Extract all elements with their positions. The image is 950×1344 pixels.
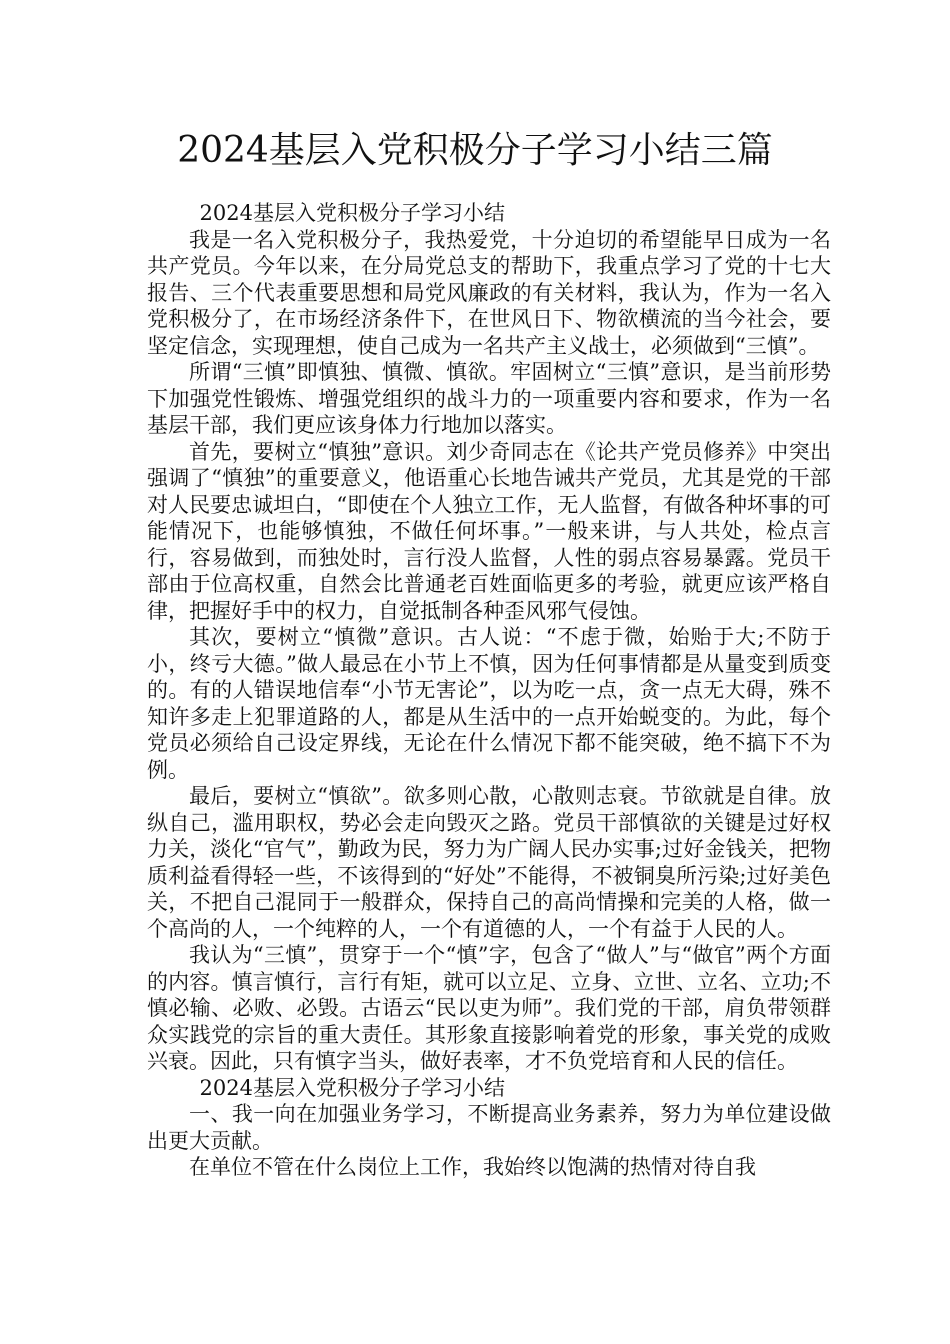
- section-heading-2: 2024基层入党积极分子学习小结: [199, 1075, 505, 1100]
- paragraph: 其次，要树立“慎微”意识。古人说：“不虑于微，始贻于大;不防于小，终亏大德。”做人最忌在小节上不慎，因为任何事情都是从量变到质变的。有的人错误地信奉“小节无害论”，以为吃一点，贪一点无大碍，殊不知许多走上犯罪道路的人，都是从生活中的一点开始蜕变的。为此，每个党员必须给自己设定界线，无论在什么情况下都不能突破，绝不搞下不为例。: [147, 625, 831, 782]
- paragraph: 我是一名入党积极分子，我热爱党，十分迫切的希望能早日成为一名共产党员。今年以来，在分局党总支的帮助下，我重点学习了党的十七大报告、三个代表重要思想和局党风廉政的有关材料，我认为，作为一名入党积极分了，在市场经济条件下，在世风日下、物欲横流的当今社会，要坚定信念，实现理想，使自己成为一名共产主义战士，必须做到“三慎”。: [147, 227, 831, 358]
- paragraph: 在单位不管在什么岗位上工作，我始终以饱满的热情对待自我: [189, 1155, 756, 1179]
- paragraph: 最后，要树立“慎欲”。欲多则心散，心散则志衰。节欲就是自律。放纵自己，滥用职权，势必会走向毁灭之路。党员干部慎欲的关键是过好权力关，淡化“官气”，勤政为民，努力为广阔人民办实事;过好金钱关，把物质利益看得轻一些，不该得到的“好处”不能得，不被铜臭所污染;过好美色关，不把自己混同于一般群众，保持自己的高尚情操和完美的人格，做一个高尚的人，一个纯粹的人，一个有道德的人，一个有益于人民的人。: [147, 784, 831, 941]
- paragraph: 我认为“三慎”，贯穿于一个“慎”字，包含了“做人”与“做官”两个方面的内容。慎言慎行，言行有矩，就可以立足、立身、立世、立名、立功;不慎必输、必败、必毁。古语云“民以吏为师”。我们党的干部，肩负带领群众实践党的宗旨的重大责任。其形象直接影响着党的形象，事关党的成败兴衰。因此，只有慎字当头，做好表率，才不负党培育和人民的信任。: [147, 943, 831, 1073]
- document-body: [147, 200, 831, 1181]
- section-heading-1: 2024基层入党积极分子学习小结: [199, 201, 505, 225]
- paragraph: 所谓“三慎”即慎独、慎微、慎欲。牢固树立“三慎”意识，是当前形势下加强党性锻炼、增强党组织的战斗力的一项重要内容和要求，作为一名基层干部，我们更应该身体力行地加以落实。: [147, 360, 831, 437]
- paragraph: 首先，要树立“慎独”意识。刘少奇同志在《论共产党员修养》中突出强调了“慎独”的重要意义，他语重心长地告诫共产党员，尤其是党的干部对人民要忠诚坦白，“即使在个人独立工作，无人监督，有做各种坏事的可能情况下，也能够慎独，不做任何坏事。”一般来讲，与人共处，检点言行，容易做到，而独处时，言行没人监督，人性的弱点容易暴露。党员干部由于位高权重，自然会比普通老百姓面临更多的考验，就更应该严格自律，把握好手中的权力，自觉抵制各种歪风邪气侵蚀。: [147, 439, 831, 623]
- paragraph: 一、我一向在加强业务学习，不断提高业务素养，努力为单位建设做出更大贡献。: [147, 1102, 831, 1153]
- page-title: 2024基层入党积极分子学习小结三篇: [177, 130, 773, 171]
